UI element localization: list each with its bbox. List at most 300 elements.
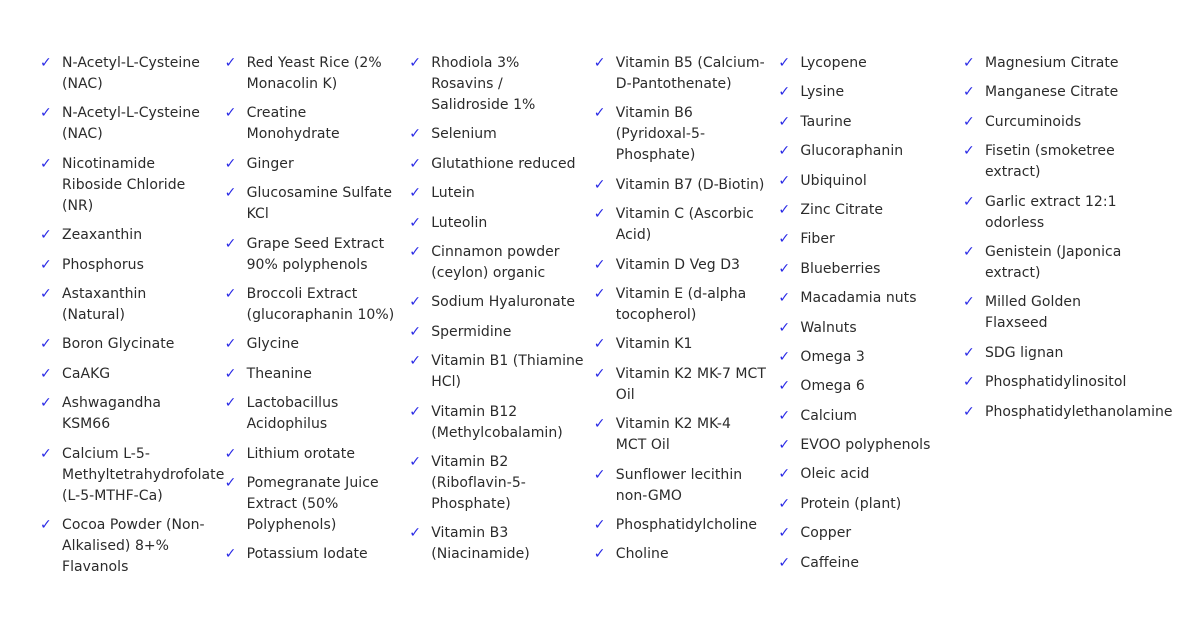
list-item (778, 141, 955, 162)
ingredient-label (247, 364, 312, 385)
checkmark-icon: ✓ (224, 395, 237, 412)
ingredient-label (616, 53, 765, 95)
checkmark-icon: ✓ (40, 256, 52, 273)
ingredient-label-line: Acid) (615, 227, 652, 244)
ingredient-label (431, 213, 487, 234)
list-item (963, 402, 1183, 423)
checkmark-icon: ✓ (593, 365, 606, 382)
ingredient-label (985, 402, 1173, 423)
list-item (40, 284, 217, 326)
checkmark-icon: ✓ (224, 55, 237, 71)
checkmark-icon: ✓ (778, 260, 791, 277)
ingredient-label-line: Garlic extract 12:1 (984, 193, 1117, 210)
ingredient-label-line: Copper (800, 525, 852, 542)
ingredient-label-line: Potassium Iodate (246, 546, 368, 563)
checkmark-icon: ✓ (224, 546, 237, 563)
list-item (40, 364, 217, 385)
ingredient-column-3 (409, 53, 594, 586)
ingredient-label-line: extract) (984, 264, 1041, 281)
ingredient-label (616, 465, 742, 507)
checkmark-icon: ✓ (409, 185, 421, 202)
ingredient-label-line: Phosphatidylcholine (615, 516, 758, 533)
ingredient-label-line: Vitamin B7 (D-Biotin) (615, 176, 765, 193)
list-item (409, 452, 586, 515)
list-item (409, 322, 586, 343)
ingredient-column-6 (963, 53, 1183, 586)
ingredient-label-line: SDG lignan (984, 344, 1064, 361)
list-item (963, 53, 1183, 74)
ingredient-label-line: 90% polyphenols (246, 256, 368, 273)
ingredient-label (800, 229, 834, 250)
ingredient-label-line: Methyltetrahydrofolate (62, 466, 225, 483)
checkmark-icon: ✓ (962, 193, 975, 210)
checkmark-icon: ✓ (778, 143, 791, 160)
ingredient-label-line: HCl) (431, 374, 462, 391)
ingredient-label-line: (Methylcobalamin) (431, 424, 563, 441)
list-item (594, 175, 771, 196)
ingredient-label-line: MCT Oil (615, 437, 670, 454)
list-item (409, 523, 586, 565)
ingredient-label-line: Grape Seed Extract (246, 235, 385, 252)
ingredient-label (616, 515, 757, 536)
ingredient-label-line: Creatine (246, 105, 307, 122)
checkmark-icon: ✓ (40, 227, 52, 244)
ingredient-label-line: (NAC) (62, 76, 103, 92)
ingredient-label (985, 292, 1081, 334)
list-item (778, 376, 955, 397)
checkmark-icon: ✓ (40, 516, 52, 533)
list-item (225, 103, 402, 145)
checkmark-icon: ✓ (409, 155, 421, 172)
list-item (778, 494, 955, 515)
ingredient-label (800, 435, 930, 456)
ingredient-label (62, 444, 224, 507)
ingredient-label-line: (NR) (62, 197, 94, 214)
ingredient-label-line: Calcium L-5- (62, 445, 150, 462)
list-item (594, 364, 771, 406)
ingredient-label-line: Acidophilus (246, 416, 328, 433)
ingredient-label (800, 318, 856, 339)
ingredient-label-line: (Niacinamide) (431, 546, 530, 563)
ingredient-label (616, 334, 693, 355)
ingredient-label-line: Magnesium Citrate (984, 55, 1119, 71)
ingredient-label (800, 171, 866, 192)
ingredient-label (431, 124, 497, 145)
list-item (594, 515, 771, 536)
ingredient-label (985, 112, 1081, 133)
ingredient-label-line: Vitamin B6 (615, 105, 693, 122)
ingredient-label-line: Vitamin C (Ascorbic (615, 206, 754, 223)
checkmark-icon: ✓ (40, 395, 52, 412)
ingredient-label-line: Lycopene (800, 55, 867, 71)
ingredient-label (985, 53, 1119, 74)
ingredient-label-line: Monacolin K) (246, 76, 338, 92)
ingredient-label-line: (NAC) (62, 126, 103, 143)
ingredient-label-line: Monohydrate (246, 126, 340, 143)
ingredient-label (247, 103, 340, 145)
ingredient-label (616, 103, 705, 166)
list-item (225, 473, 402, 536)
ingredient-label (62, 103, 200, 145)
list-item (778, 523, 955, 544)
ingredient-label (431, 402, 563, 444)
ingredient-columns (40, 53, 1183, 586)
list-item (778, 53, 955, 74)
ingredient-label-line: N-Acetyl-L-Cysteine (62, 105, 200, 122)
list-item (40, 225, 217, 246)
checkmark-icon: ✓ (40, 336, 52, 353)
list-item (963, 141, 1183, 183)
ingredient-label-line: Lutein (431, 185, 475, 202)
ingredient-label (247, 154, 294, 175)
ingredient-label-line: Extract (50% (246, 495, 339, 512)
ingredient-label (431, 154, 575, 175)
checkmark-icon: ✓ (593, 285, 606, 302)
list-item (778, 259, 955, 280)
list-item (225, 154, 402, 175)
ingredient-label-line: Calcium (800, 407, 858, 424)
ingredient-label-line: Vitamin K2 MK-7 MCT (615, 365, 766, 382)
ingredient-label-line: Phosphatidylinositol (984, 374, 1127, 391)
ingredient-label (985, 242, 1121, 284)
ingredient-label (800, 259, 880, 280)
ingredient-label (616, 204, 754, 246)
ingredient-label (985, 141, 1115, 183)
checkmark-icon: ✓ (778, 407, 791, 424)
ingredient-label (616, 544, 669, 565)
ingredient-label-line: Oleic acid (800, 466, 870, 483)
ingredient-label-line: Lysine (800, 84, 845, 101)
ingredient-label-line: (Riboflavin-5- (431, 474, 526, 491)
ingredient-label (985, 343, 1063, 364)
ingredient-label-line: Phosphate) (431, 495, 511, 512)
checkmark-icon: ✓ (962, 113, 975, 130)
checkmark-icon: ✓ (409, 525, 421, 542)
ingredient-label-line: Vitamin K2 MK-4 (615, 416, 731, 433)
ingredient-label-line: Taurine (800, 113, 852, 130)
checkmark-icon: ✓ (778, 231, 791, 248)
ingredient-label (800, 494, 901, 515)
checkmark-icon: ✓ (962, 344, 975, 361)
ingredient-label-line: Milled Golden (984, 294, 1081, 311)
ingredient-label (431, 292, 575, 313)
ingredient-label-line: Cocoa Powder (Non- (62, 516, 205, 533)
list-item (778, 288, 955, 309)
list-item (778, 406, 955, 427)
checkmark-icon: ✓ (224, 235, 237, 252)
ingredient-label-line: Glutathione reduced (431, 155, 576, 172)
list-item (778, 553, 955, 574)
checkmark-icon: ✓ (962, 84, 975, 101)
ingredient-label-line: non-GMO (615, 487, 682, 504)
ingredient-label (247, 393, 339, 435)
list-item (409, 213, 586, 234)
checkmark-icon: ✓ (593, 336, 606, 353)
ingredient-label-line: Pomegranate Juice (246, 474, 379, 491)
ingredient-label (431, 183, 475, 204)
list-item (778, 435, 955, 456)
ingredient-label (431, 351, 583, 393)
ingredient-column-1 (40, 53, 225, 586)
ingredient-label-line: Blueberries (800, 260, 881, 277)
ingredient-label-line: Genistein (Japonica (984, 243, 1122, 260)
ingredient-label-line: Vitamin B3 (431, 525, 509, 542)
ingredient-label-line: Cinnamon powder (431, 243, 560, 260)
list-item (594, 544, 771, 565)
ingredient-label-line: (Pyridoxal-5- (615, 126, 706, 143)
checkmark-icon: ✓ (409, 403, 421, 420)
ingredient-label (800, 53, 866, 74)
checkmark-icon: ✓ (778, 525, 791, 542)
checkmark-icon: ✓ (962, 55, 975, 71)
ingredient-label-line: Vitamin D Veg D3 (615, 256, 741, 273)
list-item (963, 292, 1183, 334)
checkmark-icon: ✓ (40, 445, 52, 462)
ingredient-label (62, 284, 146, 326)
ingredient-label-line: Glucoraphanin (800, 143, 904, 160)
ingredient-label (985, 372, 1126, 393)
list-item (594, 284, 771, 326)
ingredient-label-line: Glycine (246, 336, 300, 353)
list-item (225, 444, 402, 465)
ingredient-label-line: Macadamia nuts (800, 290, 917, 307)
list-item (778, 229, 955, 250)
ingredient-label-line: Riboside Chloride (62, 176, 186, 193)
ingredient-label-line: Theanine (246, 365, 312, 382)
ingredient-label-line: Manganese Citrate (984, 84, 1119, 101)
checkmark-icon: ✓ (962, 374, 975, 391)
ingredient-label-line: Lithium orotate (246, 445, 355, 462)
ingredient-label (62, 364, 110, 385)
ingredient-label (800, 112, 851, 133)
checkmark-icon: ✓ (593, 206, 606, 223)
checkmark-icon: ✓ (40, 365, 52, 382)
checkmark-icon: ✓ (778, 201, 791, 218)
ingredient-label-line: D-Pantothenate) (615, 76, 732, 92)
checkmark-icon: ✓ (778, 437, 791, 454)
checkmark-icon: ✓ (224, 336, 237, 353)
checkmark-icon: ✓ (409, 323, 421, 340)
ingredient-label-line: odorless (984, 214, 1045, 231)
checkmark-icon: ✓ (409, 353, 421, 370)
ingredient-label-line: Red Yeast Rice (2% (246, 55, 382, 71)
checkmark-icon: ✓ (778, 319, 791, 336)
checkmark-icon: ✓ (778, 172, 791, 189)
list-item (594, 53, 771, 95)
list-item (409, 351, 586, 393)
checkmark-icon: ✓ (593, 416, 606, 433)
ingredient-label-line: Flavanols (62, 558, 129, 575)
ingredient-label-line: Glucosamine Sulfate (246, 185, 393, 202)
ingredient-label-line: Phosphate) (615, 147, 696, 164)
list-item (778, 112, 955, 133)
ingredient-label-line: Alkalised) 8+% (62, 537, 170, 554)
ingredient-label (985, 82, 1118, 103)
checkmark-icon: ✓ (224, 185, 237, 202)
ingredient-label (800, 553, 859, 574)
checkmark-icon: ✓ (962, 243, 975, 260)
checkmark-icon: ✓ (224, 105, 237, 122)
checkmark-icon: ✓ (593, 105, 606, 122)
ingredient-label-line: Vitamin B2 (431, 453, 509, 470)
checkmark-icon: ✓ (40, 105, 52, 122)
checkmark-icon: ✓ (409, 55, 421, 71)
checkmark-icon: ✓ (778, 55, 791, 71)
ingredient-label (62, 154, 185, 217)
ingredient-label (247, 544, 368, 565)
ingredient-label-line: Rosavins / (431, 76, 503, 92)
ingredient-label-line: (ceylon) organic (431, 264, 546, 281)
ingredient-label (247, 284, 395, 326)
checkmark-icon: ✓ (224, 285, 237, 302)
ingredient-label-line: Walnuts (800, 319, 857, 336)
list-item (225, 393, 402, 435)
list-item (963, 192, 1183, 234)
list-item (225, 53, 402, 95)
ingredient-label (800, 347, 864, 368)
ingredient-label-line: Curcuminoids (984, 113, 1082, 130)
ingredient-label-line: Spermidine (431, 323, 512, 340)
ingredient-label-line: KSM66 (62, 416, 111, 433)
ingredient-label (247, 334, 299, 355)
list-item (40, 444, 225, 507)
list-item (225, 364, 402, 385)
ingredient-label (800, 376, 864, 397)
checkmark-icon: ✓ (593, 516, 606, 533)
ingredient-label (616, 255, 740, 276)
ingredient-label-line: (glucoraphanin 10%) (246, 306, 395, 323)
checkmark-icon: ✓ (778, 84, 791, 101)
checkmark-icon: ✓ (40, 155, 52, 172)
ingredient-label-line: Sunflower lecithin (615, 466, 743, 483)
ingredient-label-line: tocopherol) (615, 306, 697, 323)
list-item (594, 465, 771, 507)
ingredient-label (431, 242, 559, 284)
list-item (40, 515, 217, 578)
ingredient-label-line: Vitamin B5 (Calcium- (615, 55, 765, 71)
list-item (594, 204, 771, 246)
list-item (963, 343, 1183, 364)
ingredient-label-line: Vitamin B12 (431, 403, 518, 420)
checkmark-icon: ✓ (409, 126, 421, 143)
checkmark-icon: ✓ (40, 285, 52, 302)
ingredient-label (616, 414, 731, 456)
ingredient-label-line: Omega 6 (800, 378, 865, 395)
checkmark-icon: ✓ (409, 294, 421, 311)
checkmark-icon: ✓ (593, 256, 606, 273)
list-item (594, 334, 771, 355)
list-item (225, 334, 402, 355)
list-item (594, 414, 771, 456)
list-item (40, 53, 217, 95)
ingredient-label (62, 515, 205, 578)
ingredient-label (800, 523, 851, 544)
checkmark-icon: ✓ (962, 143, 975, 160)
checkmark-icon: ✓ (778, 348, 791, 365)
ingredient-label (247, 234, 385, 276)
ingredient-label-line: Ginger (246, 155, 294, 172)
list-item (40, 154, 217, 217)
ingredient-label-line: N-Acetyl-L-Cysteine (62, 55, 200, 71)
list-item (40, 103, 217, 145)
ingredient-label-line: Choline (615, 546, 669, 563)
ingredient-label-line: Selenium (431, 126, 497, 143)
checkmark-icon: ✓ (778, 495, 791, 512)
ingredient-label-line: Vitamin K1 (615, 336, 693, 353)
ingredient-label-line: (Natural) (62, 306, 126, 323)
list-item (409, 154, 586, 175)
checkmark-icon: ✓ (778, 290, 791, 307)
ingredient-label-line: Lactobacillus (246, 395, 339, 412)
ingredient-label-line: Fisetin (smoketree (984, 143, 1115, 160)
ingredient-label-line: Astaxanthin (62, 285, 147, 302)
checkmark-icon: ✓ (224, 445, 237, 462)
ingredient-label-line: Zeaxanthin (62, 227, 143, 244)
ingredient-label (800, 200, 883, 221)
checkmark-icon: ✓ (40, 55, 52, 71)
ingredient-column-4 (594, 53, 779, 586)
list-item (778, 318, 955, 339)
list-item (778, 464, 955, 485)
ingredient-label (62, 393, 161, 435)
ingredient-label (431, 322, 511, 343)
ingredient-label (616, 175, 765, 196)
list-item (40, 255, 217, 276)
ingredient-label-line: Vitamin E (d-alpha (615, 285, 747, 302)
ingredient-label-line: Flaxseed (984, 315, 1048, 332)
checkmark-icon: ✓ (593, 546, 606, 563)
ingredient-label-line: CaAKG (62, 365, 111, 382)
list-item (778, 171, 955, 192)
checkmark-icon: ✓ (224, 474, 237, 491)
ingredient-label-line: Zinc Citrate (800, 201, 884, 218)
list-item (40, 393, 217, 435)
ingredient-label (800, 288, 916, 309)
ingredient-label-line: (L-5-MTHF-Ca) (62, 487, 163, 504)
list-item (594, 103, 771, 166)
ingredient-label (431, 452, 526, 515)
ingredient-label (431, 53, 535, 116)
checkmark-icon: ✓ (224, 155, 237, 172)
checkmark-icon: ✓ (409, 453, 421, 470)
ingredient-label (800, 82, 844, 103)
list-item (963, 82, 1183, 103)
ingredient-label-line: Broccoli Extract (246, 285, 358, 302)
ingredient-label-line: Nicotinamide (62, 155, 156, 172)
ingredient-label-line: Phosphatidylethanolamine (984, 403, 1173, 420)
checkmark-icon: ✓ (962, 294, 975, 311)
ingredient-label (247, 53, 382, 95)
list-item (778, 82, 955, 103)
ingredient-label-line: Ubiquinol (800, 172, 867, 189)
ingredient-label-line: Protein (plant) (800, 495, 902, 512)
checkmark-icon: ✓ (409, 214, 421, 231)
ingredient-label-line: Fiber (800, 231, 835, 248)
ingredient-label-line: Sodium Hyaluronate (431, 294, 575, 311)
ingredient-label-line: Phosphorus (62, 256, 144, 273)
list-item (40, 334, 217, 355)
ingredient-label (800, 464, 869, 485)
ingredient-label-line: EVOO polyphenols (800, 437, 931, 454)
ingredient-label-line: Boron Glycinate (62, 336, 175, 353)
checkmark-icon: ✓ (778, 466, 791, 483)
list-item (409, 402, 586, 444)
checkmark-icon: ✓ (778, 554, 791, 571)
list-item (225, 234, 402, 276)
list-item (409, 242, 586, 284)
ingredient-label (62, 225, 142, 246)
ingredient-label-line: Salidroside 1% (431, 97, 536, 113)
